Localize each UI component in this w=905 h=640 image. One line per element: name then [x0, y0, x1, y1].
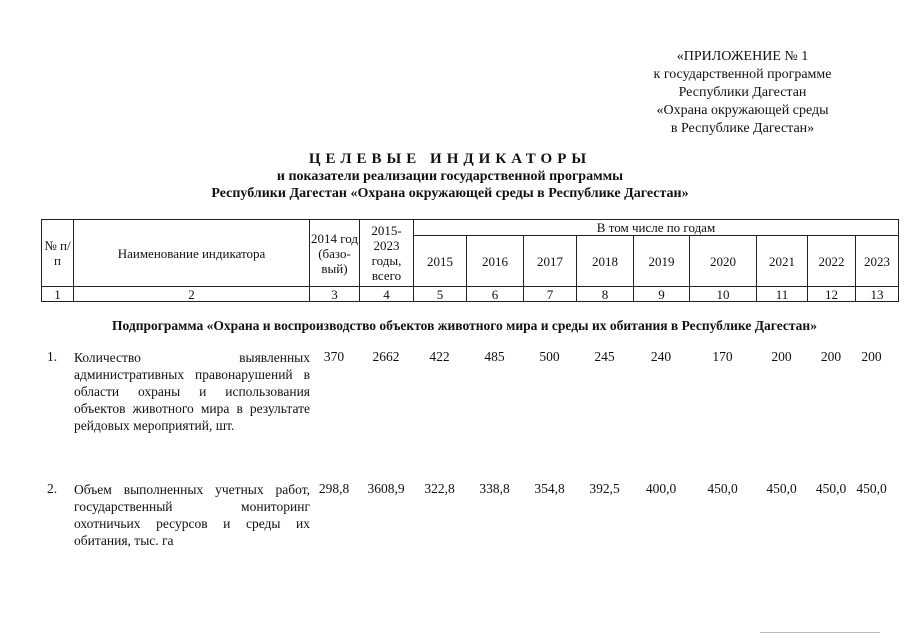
header-base-year: 2014 год (базо-вый) [310, 220, 360, 287]
row-index: 2. [47, 481, 58, 496]
appendix-line: «Охрана окружающей среды [656, 103, 829, 118]
year-value: 200 [820, 349, 842, 364]
year-value: 485 [484, 349, 505, 364]
appendix-line: Республики Дагестан [678, 85, 807, 100]
page-divider [760, 632, 880, 633]
year-value: 200 [861, 349, 882, 364]
header-year: 2017 [524, 236, 577, 287]
year-value: 500 [539, 349, 560, 364]
column-number: 9 [634, 287, 690, 302]
header-year: 2023 [856, 236, 899, 287]
total-value: 2662 [372, 349, 400, 364]
base-value: 298,8 [318, 481, 350, 496]
appendix-line: в Республике Дагестан» [670, 121, 815, 136]
column-number: 10 [690, 287, 757, 302]
year-value: 245 [594, 349, 615, 364]
title-main: ЦЕЛЕВЫЕ ИНДИКАТОРЫ [308, 151, 592, 167]
year-value: 392,5 [589, 481, 620, 496]
indicator-name: Объем выполненных учетных работ, государственный мониторинг охотничьих ресурсов и среды их обитания, тыс. га [74, 482, 310, 548]
column-number: 4 [360, 287, 414, 302]
header-indicator-name: Наименование индикатора [74, 220, 310, 287]
column-number: 3 [310, 287, 360, 302]
column-number: 12 [808, 287, 856, 302]
year-value: 450,0 [815, 481, 847, 496]
column-number: 13 [856, 287, 899, 302]
header-year: 2015 [414, 236, 467, 287]
column-number: 8 [577, 287, 634, 302]
column-number: 1 [42, 287, 74, 302]
indicators-table-header [41, 219, 899, 302]
column-number: 2 [74, 287, 310, 302]
year-value: 422 [429, 349, 450, 364]
appendix-line: «ПРИЛОЖЕНИЕ № 1 [676, 49, 809, 64]
year-value: 200 [771, 349, 792, 364]
header-year: 2022 [808, 236, 856, 287]
appendix-line: к государственной программе [653, 67, 832, 82]
header-year: 2020 [690, 236, 757, 287]
year-value: 450,0 [766, 481, 797, 496]
indicator-name: Количество выявленных административных правонарушений в области охраны и использования объектов животного мира в результате рейдовых мероприятий, шт. [74, 350, 310, 433]
title-line-2: и показатели реализации государственной программы [276, 169, 624, 184]
subprogram-heading: Подпрограмма «Охрана и воспроизводство объектов животного мира и среды их обитания в Республике Дагестан» [112, 318, 817, 333]
base-value: 370 [323, 349, 345, 364]
year-value: 240 [650, 349, 672, 364]
row-index: 1. [47, 349, 58, 364]
appendix-note [620, 48, 865, 138]
header-year: 2016 [467, 236, 524, 287]
document-title [140, 150, 760, 202]
year-value: 338,8 [479, 481, 510, 496]
year-value: 400,0 [645, 481, 677, 496]
column-number: 6 [467, 287, 524, 302]
column-number: 7 [524, 287, 577, 302]
year-value: 450,0 [707, 481, 738, 496]
column-number: 5 [414, 287, 467, 302]
year-value: 450,0 [856, 481, 887, 496]
header-by-years: В том числе по годам [414, 220, 899, 236]
header-year: 2019 [634, 236, 690, 287]
header-year: 2018 [577, 236, 634, 287]
year-value: 170 [712, 349, 733, 364]
header-year: 2021 [757, 236, 808, 287]
total-value: 3608,9 [367, 481, 405, 496]
header-number: № п/п [42, 220, 74, 287]
year-value: 354,8 [534, 481, 565, 496]
header-total: 2015-2023 годы, всего [360, 220, 414, 287]
column-number: 11 [757, 287, 808, 302]
title-line-3: Республики Дагестан «Охрана окружающей среды в Республике Дагестан» [211, 186, 689, 201]
year-value: 322,8 [424, 481, 455, 496]
